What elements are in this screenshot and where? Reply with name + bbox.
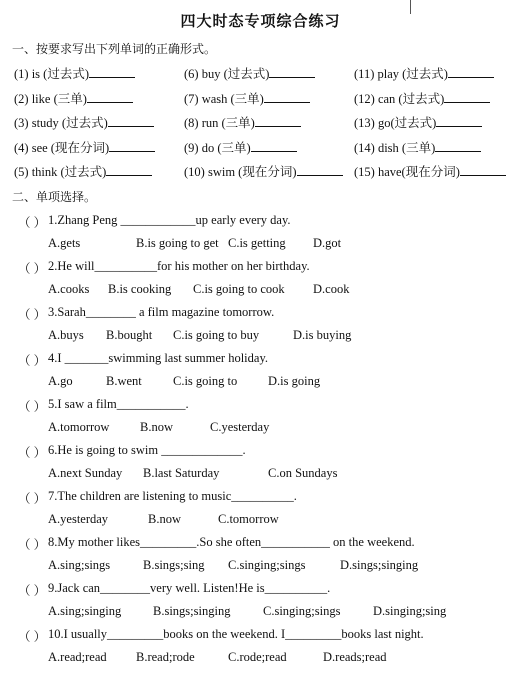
page-title: 四大时态专项综合练习 (180, 12, 341, 30)
word-prompt: (3) study (过去式) (14, 116, 108, 130)
option[interactable]: D.cook (313, 282, 350, 296)
answer-blank[interactable] (297, 163, 343, 176)
option[interactable]: D.got (313, 236, 342, 250)
option[interactable]: B.last Saturday (143, 466, 220, 480)
word-prompt: (11) play (过去式) (354, 67, 448, 81)
option[interactable]: B.bought (106, 328, 153, 342)
options-row (18, 374, 508, 397)
option[interactable]: B.read;rode (136, 650, 195, 664)
word-item (184, 64, 315, 82)
answer-bracket[interactable]: （ ） (18, 584, 47, 598)
options-row (18, 512, 508, 535)
question-stem: 9.Jack can________very well. Listen!He is__________. (48, 581, 331, 595)
word-item (14, 64, 135, 82)
question-stem: 8.My mother likes_________.So she often___________ on the weekend. (48, 535, 415, 549)
question (18, 535, 508, 558)
answer-blank[interactable] (108, 114, 154, 127)
option[interactable]: B.now (148, 512, 181, 526)
option[interactable]: B.went (106, 374, 142, 388)
word-forms-grid (14, 64, 514, 187)
answer-bracket[interactable]: （ ） (18, 354, 47, 368)
option[interactable]: A.tomorrow (48, 420, 110, 434)
option[interactable]: C.singing;sings (263, 604, 341, 618)
word-row (14, 113, 514, 138)
question (18, 443, 508, 466)
option[interactable]: A.sing;sings (48, 558, 111, 572)
option[interactable]: D.is buying (293, 328, 352, 342)
word-prompt: (14) dish (三单) (354, 140, 436, 155)
option[interactable]: C.singing;sings (228, 558, 306, 572)
option[interactable]: B.now (140, 420, 173, 434)
answer-blank[interactable] (106, 163, 152, 176)
option[interactable]: A.cooks (48, 282, 90, 296)
option[interactable]: D.reads;read (323, 650, 387, 664)
part1-heading: 一、按要求写出下列单词的正确形式。 (12, 42, 217, 56)
part2-heading: 二、单项选择。 (12, 190, 97, 204)
question (18, 627, 508, 650)
option[interactable]: A.gets (48, 236, 81, 250)
answer-blank[interactable] (89, 65, 135, 78)
question-stem: 10.I usually_________books on the weekend. I_________books last night. (48, 627, 424, 641)
option[interactable]: A.yesterday (48, 512, 109, 526)
word-item (354, 162, 506, 180)
option[interactable]: A.buys (48, 328, 84, 342)
option[interactable]: C.is going to cook (193, 282, 285, 296)
options-row (18, 282, 508, 305)
option[interactable]: D.singing;sing (373, 604, 447, 618)
word-item (354, 138, 481, 156)
question-stem: 3.Sarah________ a film magazine tomorrow. (48, 305, 275, 319)
question (18, 397, 508, 420)
option[interactable]: B.sings;sing (143, 558, 205, 572)
word-prompt: (1) is (过去式) (14, 67, 89, 81)
options-row (18, 236, 508, 259)
option[interactable]: B.is cooking (108, 282, 172, 296)
option[interactable]: A.go (48, 374, 73, 388)
option[interactable]: A.read;read (48, 650, 107, 664)
answer-blank[interactable] (435, 139, 481, 152)
word-prompt: (10) swim (现在分词) (184, 165, 297, 179)
answer-bracket[interactable]: （ ） (18, 492, 47, 506)
option[interactable]: D.is going (268, 374, 321, 388)
options-row (18, 466, 508, 489)
answer-bracket[interactable]: （ ） (18, 400, 47, 414)
word-item (354, 64, 494, 82)
question-stem: 4.I _______swimming last summer holiday. (48, 351, 269, 365)
word-row (14, 89, 514, 114)
question (18, 489, 508, 512)
answer-bracket[interactable]: （ ） (18, 216, 47, 230)
answer-blank[interactable] (436, 114, 482, 127)
answer-blank[interactable] (264, 90, 310, 103)
word-prompt: (9) do (三单) (184, 140, 251, 155)
word-prompt: (7) wash (三单) (184, 91, 264, 106)
word-prompt: (6) buy (过去式) (184, 67, 270, 81)
word-item (184, 113, 301, 131)
options-row (18, 604, 508, 627)
answer-bracket[interactable]: （ ） (18, 538, 47, 552)
answer-blank[interactable] (448, 65, 494, 78)
question (18, 213, 508, 236)
word-prompt: (5) think (过去式) (14, 165, 107, 179)
word-item (14, 113, 154, 131)
answer-blank[interactable] (269, 65, 315, 78)
word-item (184, 138, 297, 156)
option[interactable]: B.is going to get (136, 236, 219, 250)
option[interactable]: C.on Sundays (268, 466, 338, 480)
word-row (14, 64, 514, 89)
option[interactable]: C.tomorrow (218, 512, 279, 526)
option[interactable]: C.is getting (228, 236, 286, 250)
word-prompt: (15) have(现在分词) (354, 165, 460, 179)
word-item (184, 89, 310, 107)
options-row (18, 328, 508, 351)
answer-bracket[interactable]: （ ） (18, 446, 47, 460)
question (18, 305, 508, 328)
answer-blank[interactable] (109, 139, 155, 152)
word-item (354, 113, 482, 131)
answer-bracket[interactable]: （ ） (18, 630, 47, 644)
question-stem: 7.The children are listening to music__________. (48, 489, 297, 503)
question-stem: 5.I saw a film___________. (48, 397, 189, 411)
option[interactable]: D.sings;singing (340, 558, 419, 572)
option[interactable]: C.yesterday (210, 420, 270, 434)
word-item (184, 162, 343, 180)
word-row (14, 162, 514, 187)
question (18, 581, 508, 604)
word-item (14, 162, 152, 180)
question (18, 259, 508, 282)
word-row (14, 138, 514, 163)
answer-blank[interactable] (255, 114, 301, 127)
word-item (14, 138, 155, 156)
option[interactable]: A.next Sunday (48, 466, 123, 480)
options-row (18, 650, 508, 673)
answer-bracket[interactable]: （ ） (18, 262, 47, 276)
word-item (354, 89, 490, 107)
option[interactable]: A.sing;singing (48, 604, 122, 618)
answer-blank[interactable] (460, 163, 506, 176)
question-stem: 2.He will__________for his mother on her birthday. (48, 259, 310, 273)
question (18, 351, 508, 374)
option[interactable]: B.sings;singing (153, 604, 231, 618)
answer-blank[interactable] (251, 139, 297, 152)
word-prompt: (12) can (过去式) (354, 91, 445, 106)
word-prompt: (8) run (三单) (184, 116, 255, 130)
answer-blank[interactable] (444, 90, 490, 103)
option[interactable]: C.is going to (173, 374, 238, 388)
word-prompt: (2) like (三单) (14, 91, 87, 106)
answer-bracket[interactable]: （ ） (18, 308, 47, 322)
question-stem: 1.Zhang Peng ____________up early every day. (48, 213, 291, 227)
option[interactable]: C.is going to buy (173, 328, 260, 342)
word-item (14, 89, 133, 107)
answer-blank[interactable] (87, 90, 133, 103)
word-prompt: (13) go(过去式) (354, 116, 437, 130)
multiple-choice-list (18, 213, 508, 673)
option[interactable]: C.rode;read (228, 650, 287, 664)
options-row (18, 420, 508, 443)
options-row (18, 558, 508, 581)
question-stem: 6.He is going to swim _____________. (48, 443, 246, 457)
word-prompt: (4) see (现在分词) (14, 140, 110, 155)
